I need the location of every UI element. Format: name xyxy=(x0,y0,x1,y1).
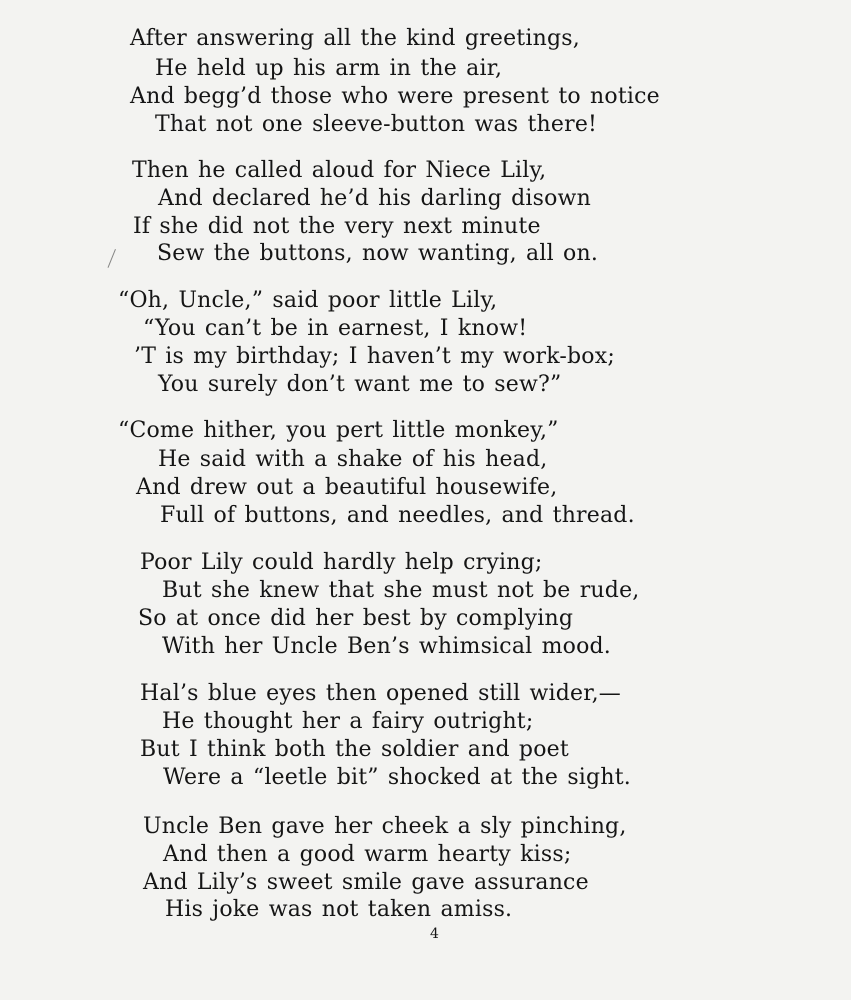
poem-line: Sew the buttons, now wanting, all on. xyxy=(157,241,599,266)
margin-mark xyxy=(108,249,116,268)
poem-line: And Lily’s sweet smile gave assurance xyxy=(143,870,589,895)
poem-line: Then he called aloud for Niece Lily, xyxy=(132,158,547,183)
poem-line: You surely don’t want me to sew?” xyxy=(158,372,562,397)
poem-line: He held up his arm in the air, xyxy=(155,56,503,81)
poem-line: And declared he’d his darling disown xyxy=(158,186,591,211)
poem-line: Poor Lily could hardly help crying; xyxy=(140,550,543,575)
poem-line: And begg’d those who were present to notice xyxy=(130,84,660,109)
poem-line: After answering all the kind greetings, xyxy=(130,26,580,51)
poem-line: But I think both the soldier and poet xyxy=(140,737,569,762)
poem-line: Uncle Ben gave her cheek a sly pinching, xyxy=(143,814,627,839)
poem-line: He thought her a fairy outright; xyxy=(162,709,534,734)
poem-line: “Come hither, you pert little monkey,” xyxy=(118,418,559,443)
poem-line: But she knew that she must not be rude, xyxy=(162,578,640,603)
poem-line: That not one sleeve-button was there! xyxy=(155,112,598,137)
poem-line: Hal’s blue eyes then opened still wider,— xyxy=(140,681,621,706)
page-number: 4 xyxy=(430,926,439,942)
poem-line: If she did not the very next minute xyxy=(133,214,541,239)
poem-line: He said with a shake of his head, xyxy=(158,447,548,472)
poem-line: His joke was not taken amiss. xyxy=(165,897,513,922)
poem-line: Were a “leetle bit” shocked at the sight. xyxy=(163,765,631,790)
poem-line: With her Uncle Ben’s whimsical mood. xyxy=(162,634,611,659)
poem-line: Full of buttons, and needles, and thread. xyxy=(160,503,635,528)
poem-line: So at once did her best by complying xyxy=(138,606,574,631)
poem-line: And drew out a beautiful housewife, xyxy=(136,475,558,500)
poem-line: And then a good warm hearty kiss; xyxy=(163,842,572,867)
poem-line: “You can’t be in earnest, I know! xyxy=(143,316,528,341)
poem-line: ’T is my birthday; I haven’t my work-box; xyxy=(134,344,615,369)
poem-line: “Oh, Uncle,” said poor little Lily, xyxy=(118,288,498,313)
